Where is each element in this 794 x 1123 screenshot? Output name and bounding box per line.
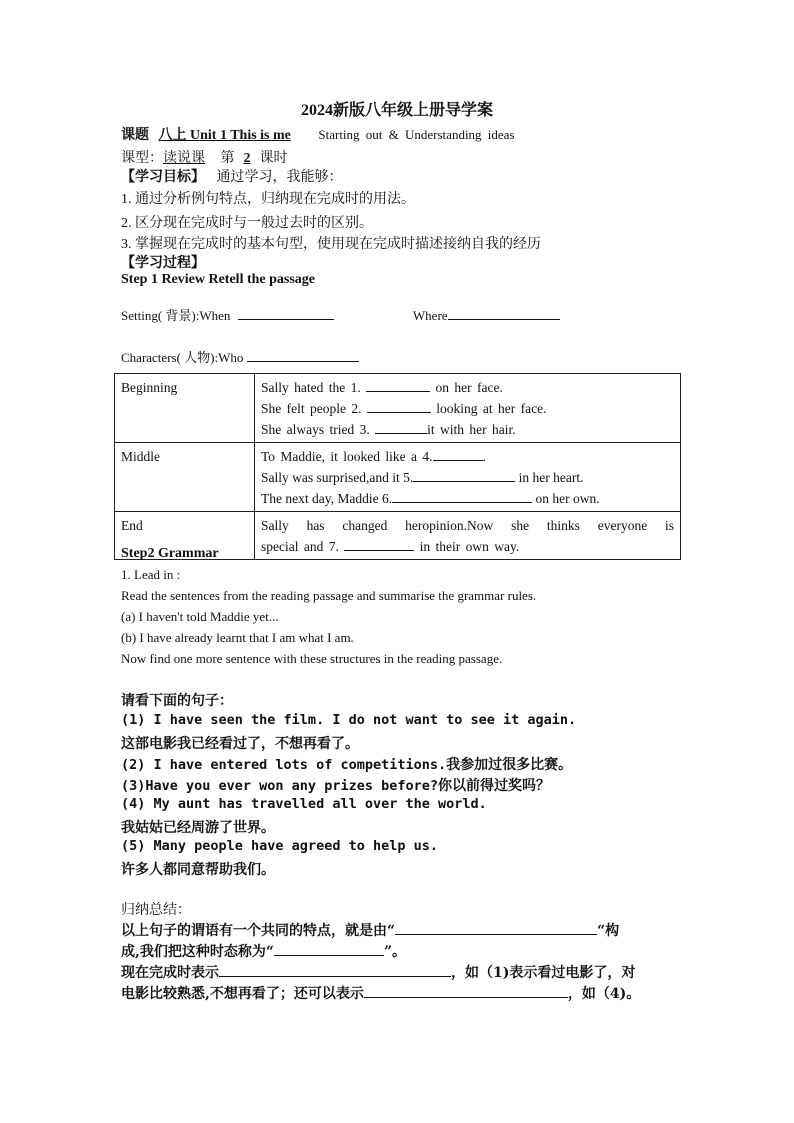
step2-title: Step2 Grammar: [121, 546, 219, 561]
blank-2[interactable]: [367, 398, 431, 413]
cell-line: She felt people 2. looking at her face.: [261, 398, 674, 419]
objectives-heading: 【学习目标】: [121, 170, 205, 185]
summary-line: 以上句子的谓语有一个共同的特点，就是由“ “构: [121, 920, 619, 940]
lesson-type-value: 读说课: [163, 151, 205, 166]
content-cell: [255, 374, 681, 443]
stage-cell: Beginning: [115, 374, 255, 443]
summary-blank-1[interactable]: [395, 920, 597, 935]
summary-blank-3[interactable]: [219, 962, 451, 977]
setting-line: [121, 305, 560, 324]
topic-label: 课题: [121, 128, 149, 143]
sentence-en: (4) My aunt has travelled all over the world.: [121, 796, 487, 812]
find-more: Now find one more sentence with these structures in the reading passage.: [121, 651, 503, 666]
sentence-line: (3)Have you ever won any prizes before?你以前得过奖吗？: [121, 778, 550, 794]
objective-item: 3. 掌握现在完成时的基本句型，使用现在完成时描述接纳自我的经历: [121, 237, 541, 252]
example-b: (b) I have already learnt that I am what I am.: [121, 630, 354, 645]
where-blank[interactable]: [448, 305, 560, 320]
blank-7[interactable]: [344, 536, 414, 551]
lead-in: 1. Lead in :: [121, 567, 181, 582]
objectives-heading-line: [121, 166, 343, 186]
characters-line: [121, 347, 359, 366]
topic-section: Starting out & Understanding ideas: [318, 127, 515, 142]
sentence-cn: 许多人都同意帮助我们。: [121, 862, 275, 878]
period-suffix: 课时: [259, 151, 288, 166]
when-blank[interactable]: [238, 305, 334, 320]
sentence-line: (2) I have entered lots of competitions.我参加过很多比赛。: [121, 757, 573, 773]
sentence-cn: 我姑姑已经周游了世界。: [121, 820, 275, 836]
sentence-en: (1) I have seen the film. I do not want to see it again.: [121, 712, 577, 728]
table-row: [115, 443, 681, 512]
example-a: (a) I haven't told Maddie yet...: [121, 609, 279, 624]
sentences-heading: 请看下面的句子：: [121, 693, 233, 709]
summary-line: 成,我们把这种时态称为“ ”。: [121, 941, 406, 961]
sentence-en: (5) Many people have agreed to help us.: [121, 838, 438, 854]
summary-blank-2[interactable]: [274, 941, 384, 956]
cell-line: She always tried 3. it with her hair.: [261, 419, 674, 440]
topic-line: [121, 124, 515, 144]
period-prefix: 第: [220, 151, 235, 166]
stage-cell: Middle: [115, 443, 255, 512]
process-heading: 【学习过程】: [121, 256, 205, 271]
summary-heading: 归纳总结：: [121, 902, 191, 918]
retell-table: [114, 373, 681, 560]
summary-blank-4[interactable]: [364, 983, 568, 998]
blank-4[interactable]: [433, 446, 483, 461]
step1-title: Step 1 Review Retell the passage: [121, 272, 316, 287]
sentence-cn: 这部电影我已经看过了，不想再看了。: [121, 736, 359, 752]
lesson-type-line: [121, 147, 288, 167]
cell-line: Sally was surprised,and it 5. in her heart.: [261, 467, 674, 488]
who-blank[interactable]: [247, 347, 359, 362]
cell-line: special and 7. in their own way.: [261, 536, 674, 557]
cell-line: Sally hated the 1. on her face.: [261, 377, 674, 398]
summary-line: 现在完成时表示 ，如（1)表示看过电影了，对: [121, 962, 635, 982]
setting-label: Setting( 背景):When: [121, 308, 231, 323]
cell-line: To Maddie, it looked like a 4. .: [261, 446, 674, 467]
objectives-intro: 通过学习，我能够：: [216, 170, 343, 185]
table-row: [115, 374, 681, 443]
lesson-type-label: 课型：: [121, 151, 163, 166]
cell-line: Sally has changed heropinion.Now she thinks everyone is: [261, 518, 674, 533]
topic-unit: 八上 Unit 1 This is me: [158, 128, 291, 143]
stage-cell: End: [115, 512, 255, 560]
content-cell: [255, 443, 681, 512]
blank-6[interactable]: [392, 488, 532, 503]
blank-1[interactable]: [366, 377, 430, 392]
summary-line: 电影比较熟悉,不想再看了；还可以表示 ，如（4)。: [121, 983, 640, 1003]
cell-line: The next day, Maddie 6. on her own.: [261, 488, 674, 509]
page-title: 2024新版八年级上册导学案: [300, 102, 493, 119]
objective-item: 2. 区分现在完成时与一般过去时的区别。: [121, 216, 373, 231]
period-number: 2: [243, 151, 251, 166]
blank-5[interactable]: [413, 467, 515, 482]
characters-label: Characters( 人物):Who: [121, 350, 244, 365]
step2-instruction: Read the sentences from the reading passage and summarise the grammar rules.: [121, 588, 537, 603]
where-label: Where: [412, 308, 448, 323]
objective-item: 1. 通过分析例句特点，归纳现在完成时的用法。: [121, 192, 415, 207]
content-cell: [255, 512, 681, 560]
blank-3[interactable]: [375, 419, 427, 434]
